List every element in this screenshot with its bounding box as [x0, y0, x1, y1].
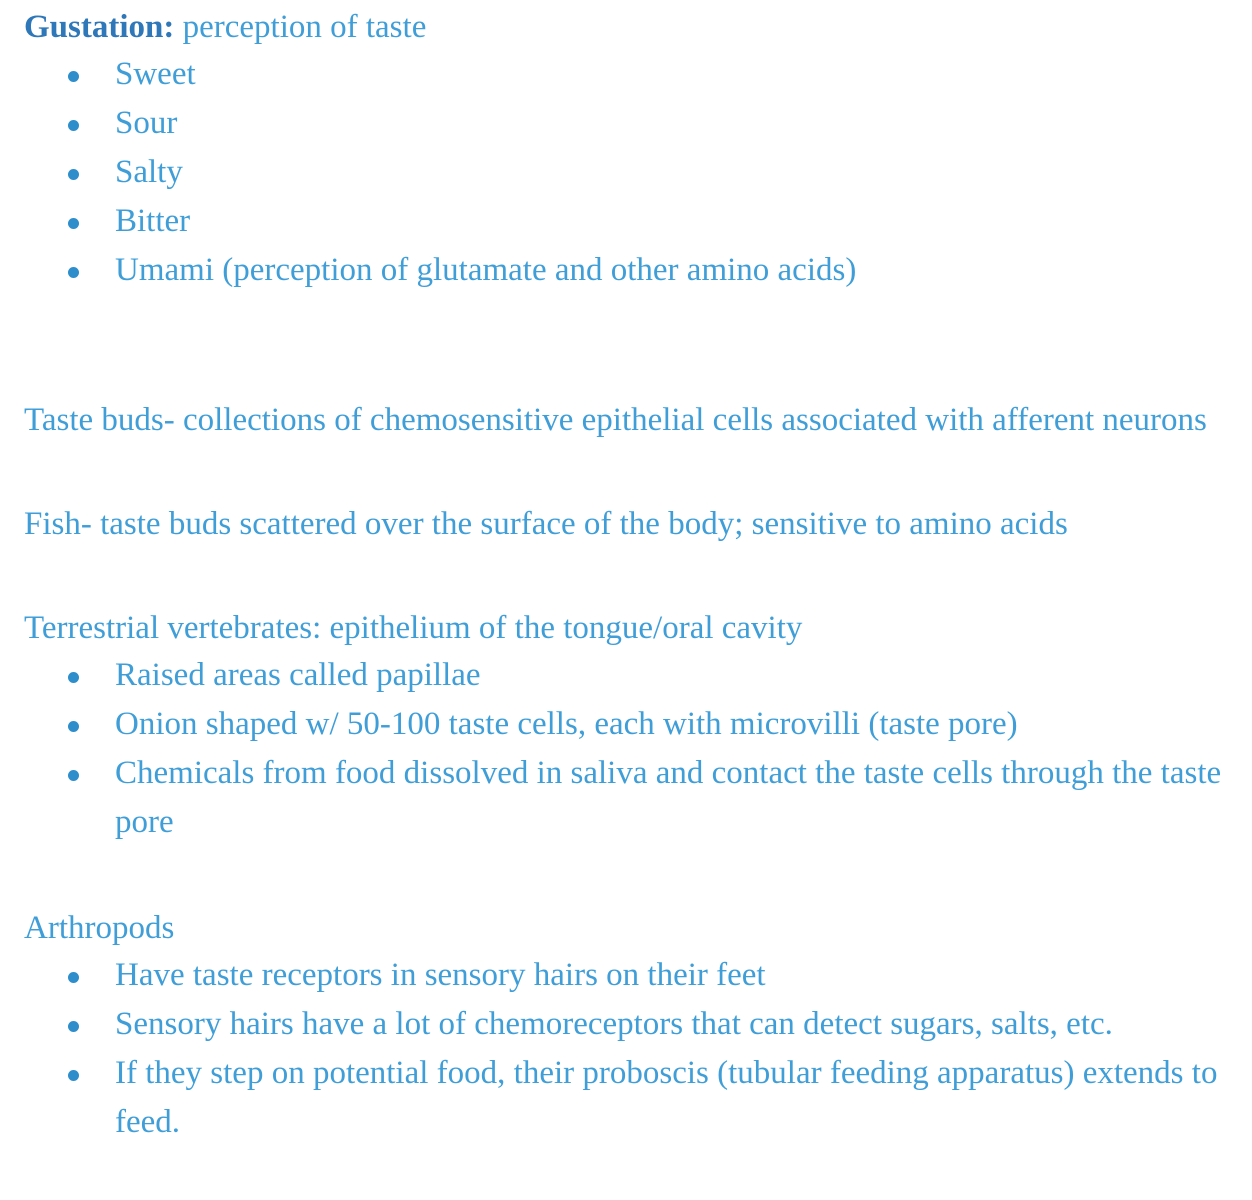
list-item-label: Salty [115, 154, 183, 190]
list-item-label: Chemicals from food dissolved in saliva and contact the taste cells through the taste pore [115, 755, 1222, 840]
bullet-dot-icon [68, 770, 79, 781]
list-item [24, 749, 1228, 847]
spacer [24, 295, 1228, 367]
gustation-bullet-list [24, 50, 1228, 295]
gustation-heading-bold: Gustation: [24, 9, 175, 45]
bullet-dot-icon [68, 267, 79, 278]
list-item [24, 197, 1228, 246]
list-item [24, 700, 1228, 749]
section-gustation [24, 4, 1228, 295]
bullet-dot-icon [68, 1021, 79, 1032]
list-item [24, 951, 1228, 1000]
section-terrestrial-vertebrates [24, 605, 1228, 847]
bullet-dot-icon [68, 1070, 79, 1081]
list-item [24, 99, 1228, 148]
gustation-heading-rest: perception of taste [174, 9, 427, 45]
fish-paragraph: Fish- taste buds scattered over the surface of the body; sensitive to amino acids [24, 506, 1068, 542]
spacer [24, 547, 1228, 605]
bullet-dot-icon [68, 672, 79, 683]
bullet-dot-icon [68, 218, 79, 229]
terrestrial-vertebrates-paragraph: Terrestrial vertebrates: epithelium of the tongue/oral cavity [24, 610, 803, 646]
bullet-dot-icon [68, 721, 79, 732]
spacer [24, 367, 1228, 397]
list-item [24, 1049, 1228, 1147]
terrestrial-vertebrates-bullet-list [24, 651, 1228, 847]
list-item [24, 651, 1228, 700]
section-arthropods [24, 905, 1228, 1147]
list-item [24, 1000, 1228, 1049]
list-item-label: Have taste receptors in sensory hairs on their feet [115, 957, 766, 993]
bullet-dot-icon [68, 71, 79, 82]
arthropods-paragraph: Arthropods [24, 910, 175, 946]
list-item-label: Sweet [115, 56, 196, 92]
section-fish [24, 501, 1228, 547]
bullet-dot-icon [68, 120, 79, 131]
bullet-dot-icon [68, 169, 79, 180]
list-item-label: Umami (perception of glutamate and other amino acids) [115, 252, 857, 288]
list-item [24, 148, 1228, 197]
list-item-label: If they step on potential food, their proboscis (tubular feeding apparatus) extends to feed. [115, 1055, 1218, 1140]
list-item-label: Onion shaped w/ 50-100 taste cells, each with microvilli (taste pore) [115, 706, 1018, 742]
spacer [24, 847, 1228, 905]
list-item [24, 50, 1228, 99]
spacer [24, 443, 1228, 501]
list-item-label: Sour [115, 105, 178, 141]
gustation-heading [24, 4, 1219, 50]
arthropods-bullet-list [24, 951, 1228, 1147]
taste-buds-paragraph: Taste buds- collections of chemosensitive epithelial cells associated with afferent neurons [24, 402, 1207, 438]
list-item-label: Raised areas called papillae [115, 657, 481, 693]
bullet-dot-icon [68, 972, 79, 983]
list-item-label: Bitter [115, 203, 191, 239]
list-item [24, 246, 1228, 295]
section-taste-buds [24, 397, 1228, 443]
list-item-label: Sensory hairs have a lot of chemoreceptors that can detect sugars, salts, etc. [115, 1006, 1113, 1042]
